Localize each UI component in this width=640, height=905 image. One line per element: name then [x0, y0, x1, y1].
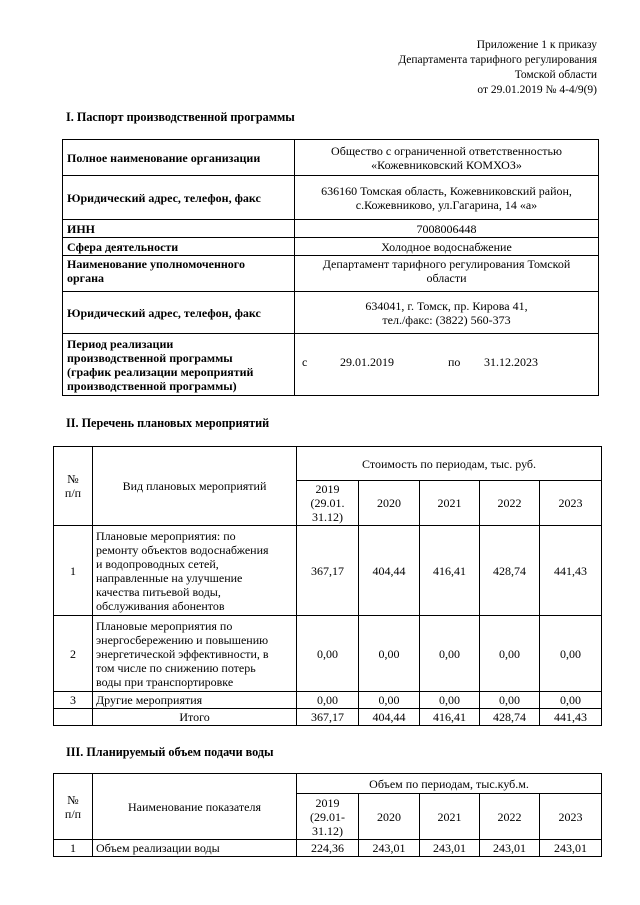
- value-line: с.Кожевниково, ул.Гагарина, 14 «а»: [355, 197, 538, 212]
- value-line: 634041, г. Томск, пр. Кирова 41,: [365, 298, 528, 313]
- col-name-header: Наименование показателя: [93, 774, 297, 840]
- row-value: 7008006448: [295, 220, 599, 238]
- col-group-header: Объем по периодам, тыс.куб.м.: [297, 774, 602, 794]
- header-line: п/п: [64, 486, 82, 500]
- table-header-row: [54, 774, 602, 794]
- year-label: (29.01-: [310, 809, 345, 824]
- name-line: энергосбережению и повышению: [96, 632, 269, 647]
- total-label: Итого: [93, 709, 297, 726]
- header-line: №: [67, 472, 79, 486]
- header-line-2: Департамента тарифного регулирования: [398, 54, 597, 66]
- year-header: [297, 794, 359, 840]
- table-row: [63, 140, 599, 176]
- value-line: Общество с ограниченной ответственностью: [331, 143, 562, 158]
- label-line: производственной программы: [67, 350, 233, 365]
- row-label: Юридический адрес, телефон, факс: [63, 176, 295, 220]
- period-to-word: по: [448, 355, 461, 369]
- name-line: направленные на улучшение: [96, 570, 243, 585]
- cell-value: 0,00: [297, 692, 359, 709]
- label-line: производственной программы): [67, 378, 237, 393]
- name-line: Плановые мероприятия: по: [96, 528, 236, 543]
- row-value: [295, 140, 599, 176]
- col-name-header: Вид плановых мероприятий: [93, 447, 297, 526]
- name-line: и водопроводных сетей,: [96, 556, 219, 571]
- period-from-word: с: [302, 355, 308, 369]
- cell-value: 0,00: [480, 616, 540, 692]
- name-line: воды при транспортировке: [96, 674, 234, 689]
- total-value: 404,44: [359, 709, 420, 726]
- cell-value: 416,41: [420, 526, 480, 616]
- col-num-header: [54, 447, 93, 526]
- period-to-date: 31.12.2023: [484, 355, 538, 369]
- row-name: Объем реализации воды: [93, 840, 297, 857]
- row-value: Холодное водоснабжение: [295, 238, 599, 256]
- measures-table: [53, 446, 602, 726]
- row-label: Сфера деятельности: [63, 238, 295, 256]
- row-label: [63, 256, 295, 292]
- table-row: [54, 526, 602, 616]
- header-line-3: Томской области: [514, 69, 597, 81]
- col-num-header: [54, 774, 93, 840]
- cell-value: 0,00: [480, 692, 540, 709]
- cell-value: 404,44: [359, 526, 420, 616]
- table-row: [63, 238, 599, 256]
- table-row: [63, 256, 599, 292]
- row-value: [295, 292, 599, 334]
- label-line: (график реализации мероприятий: [67, 364, 254, 379]
- order-header: [398, 38, 597, 98]
- year-header: 2023: [540, 481, 602, 526]
- year-header: 2021: [420, 794, 480, 840]
- section1-title: I. Паспорт производственной программы: [66, 110, 295, 124]
- header-line-4: от 29.01.2019 № 4-4/9(9): [477, 84, 597, 96]
- total-value: 416,41: [420, 709, 480, 726]
- total-row: [54, 709, 602, 726]
- header-line-1: Приложение 1 к приказу: [476, 39, 597, 51]
- header-line: №: [67, 792, 79, 807]
- table-row: [63, 176, 599, 220]
- cell-value: 0,00: [359, 692, 420, 709]
- year-header: 2020: [359, 794, 420, 840]
- row-value: [295, 176, 599, 220]
- cell-value: 243,01: [540, 840, 602, 857]
- total-value: 441,43: [540, 709, 602, 726]
- table-row: [54, 616, 602, 692]
- value-line: «Кожевниковский КОМХОЗ»: [371, 157, 522, 172]
- row-name: Другие мероприятия: [93, 692, 297, 709]
- table-row: [63, 220, 599, 238]
- name-line: качества питьевой воды,: [96, 584, 221, 599]
- year-label: 31.12): [312, 823, 343, 838]
- col-group-header: Стоимость по периодам, тыс. руб.: [297, 447, 602, 481]
- cell-value: 367,17: [297, 526, 359, 616]
- name-line: Плановые мероприятия по: [96, 618, 233, 633]
- cell-value: 0,00: [420, 616, 480, 692]
- name-line: обслуживания абонентов: [96, 598, 225, 613]
- year-header: [297, 481, 359, 526]
- cell-value: 0,00: [540, 692, 602, 709]
- cell-value: 0,00: [540, 616, 602, 692]
- total-value: 428,74: [480, 709, 540, 726]
- table-row: [63, 334, 599, 396]
- total-value: 367,17: [297, 709, 359, 726]
- cell-value: 0,00: [359, 616, 420, 692]
- water-volume-table: [53, 773, 602, 857]
- table-header-row: [54, 447, 602, 481]
- name-line: энергетической эффективности, в: [96, 646, 269, 661]
- row-num: 3: [54, 692, 93, 709]
- label-line: органа: [67, 271, 105, 285]
- label-line: Период реализации: [67, 336, 174, 351]
- row-label: Полное наименование организации: [63, 140, 295, 176]
- total-num: [54, 709, 93, 726]
- row-name: [93, 616, 297, 692]
- value-line: Департамент тарифного регулирования Томской: [322, 257, 571, 271]
- period-from-date: 29.01.2019: [340, 355, 394, 369]
- year-label: (29.01.: [310, 496, 345, 510]
- table-row: [54, 692, 602, 709]
- value-line: тел./факс: (3822) 560-373: [382, 312, 511, 327]
- name-line: ремонту объектов водоснабжения: [96, 542, 269, 557]
- row-label: ИНН: [63, 220, 295, 238]
- year-header: 2022: [480, 481, 540, 526]
- passport-table: [62, 139, 599, 396]
- cell-value: 0,00: [297, 616, 359, 692]
- period-label: [63, 334, 295, 396]
- cell-value: 0,00: [420, 692, 480, 709]
- row-num: 1: [54, 526, 93, 616]
- year-label: 31.12): [312, 510, 343, 524]
- year-header: 2020: [359, 481, 420, 526]
- row-label: Юридический адрес, телефон, факс: [63, 292, 295, 334]
- year-label: 2019: [315, 795, 340, 810]
- table-row: [54, 840, 602, 857]
- section2-title: II. Перечень плановых мероприятий: [66, 416, 270, 430]
- cell-value: 243,01: [480, 840, 540, 857]
- cell-value: 428,74: [480, 526, 540, 616]
- cell-value: 224,36: [297, 840, 359, 857]
- value-line: 636160 Томская область, Кожевниковский район,: [321, 183, 572, 198]
- value-line: области: [426, 271, 467, 285]
- name-line: том числе по снижению потерь: [96, 660, 256, 675]
- row-value: [295, 256, 599, 292]
- year-header: 2023: [540, 794, 602, 840]
- label-line: Наименование уполномоченного: [67, 257, 245, 271]
- row-num: 2: [54, 616, 93, 692]
- row-num: 1: [54, 840, 93, 857]
- cell-value: 243,01: [420, 840, 480, 857]
- year-header: 2022: [480, 794, 540, 840]
- year-header: 2021: [420, 481, 480, 526]
- period-value: [295, 334, 599, 396]
- row-name: [93, 526, 297, 616]
- year-label: 2019: [315, 482, 340, 496]
- table-row: [63, 292, 599, 334]
- header-line: п/п: [64, 806, 82, 821]
- section3-title: III. Планируемый объем подачи воды: [66, 745, 274, 759]
- cell-value: 243,01: [359, 840, 420, 857]
- cell-value: 441,43: [540, 526, 602, 616]
